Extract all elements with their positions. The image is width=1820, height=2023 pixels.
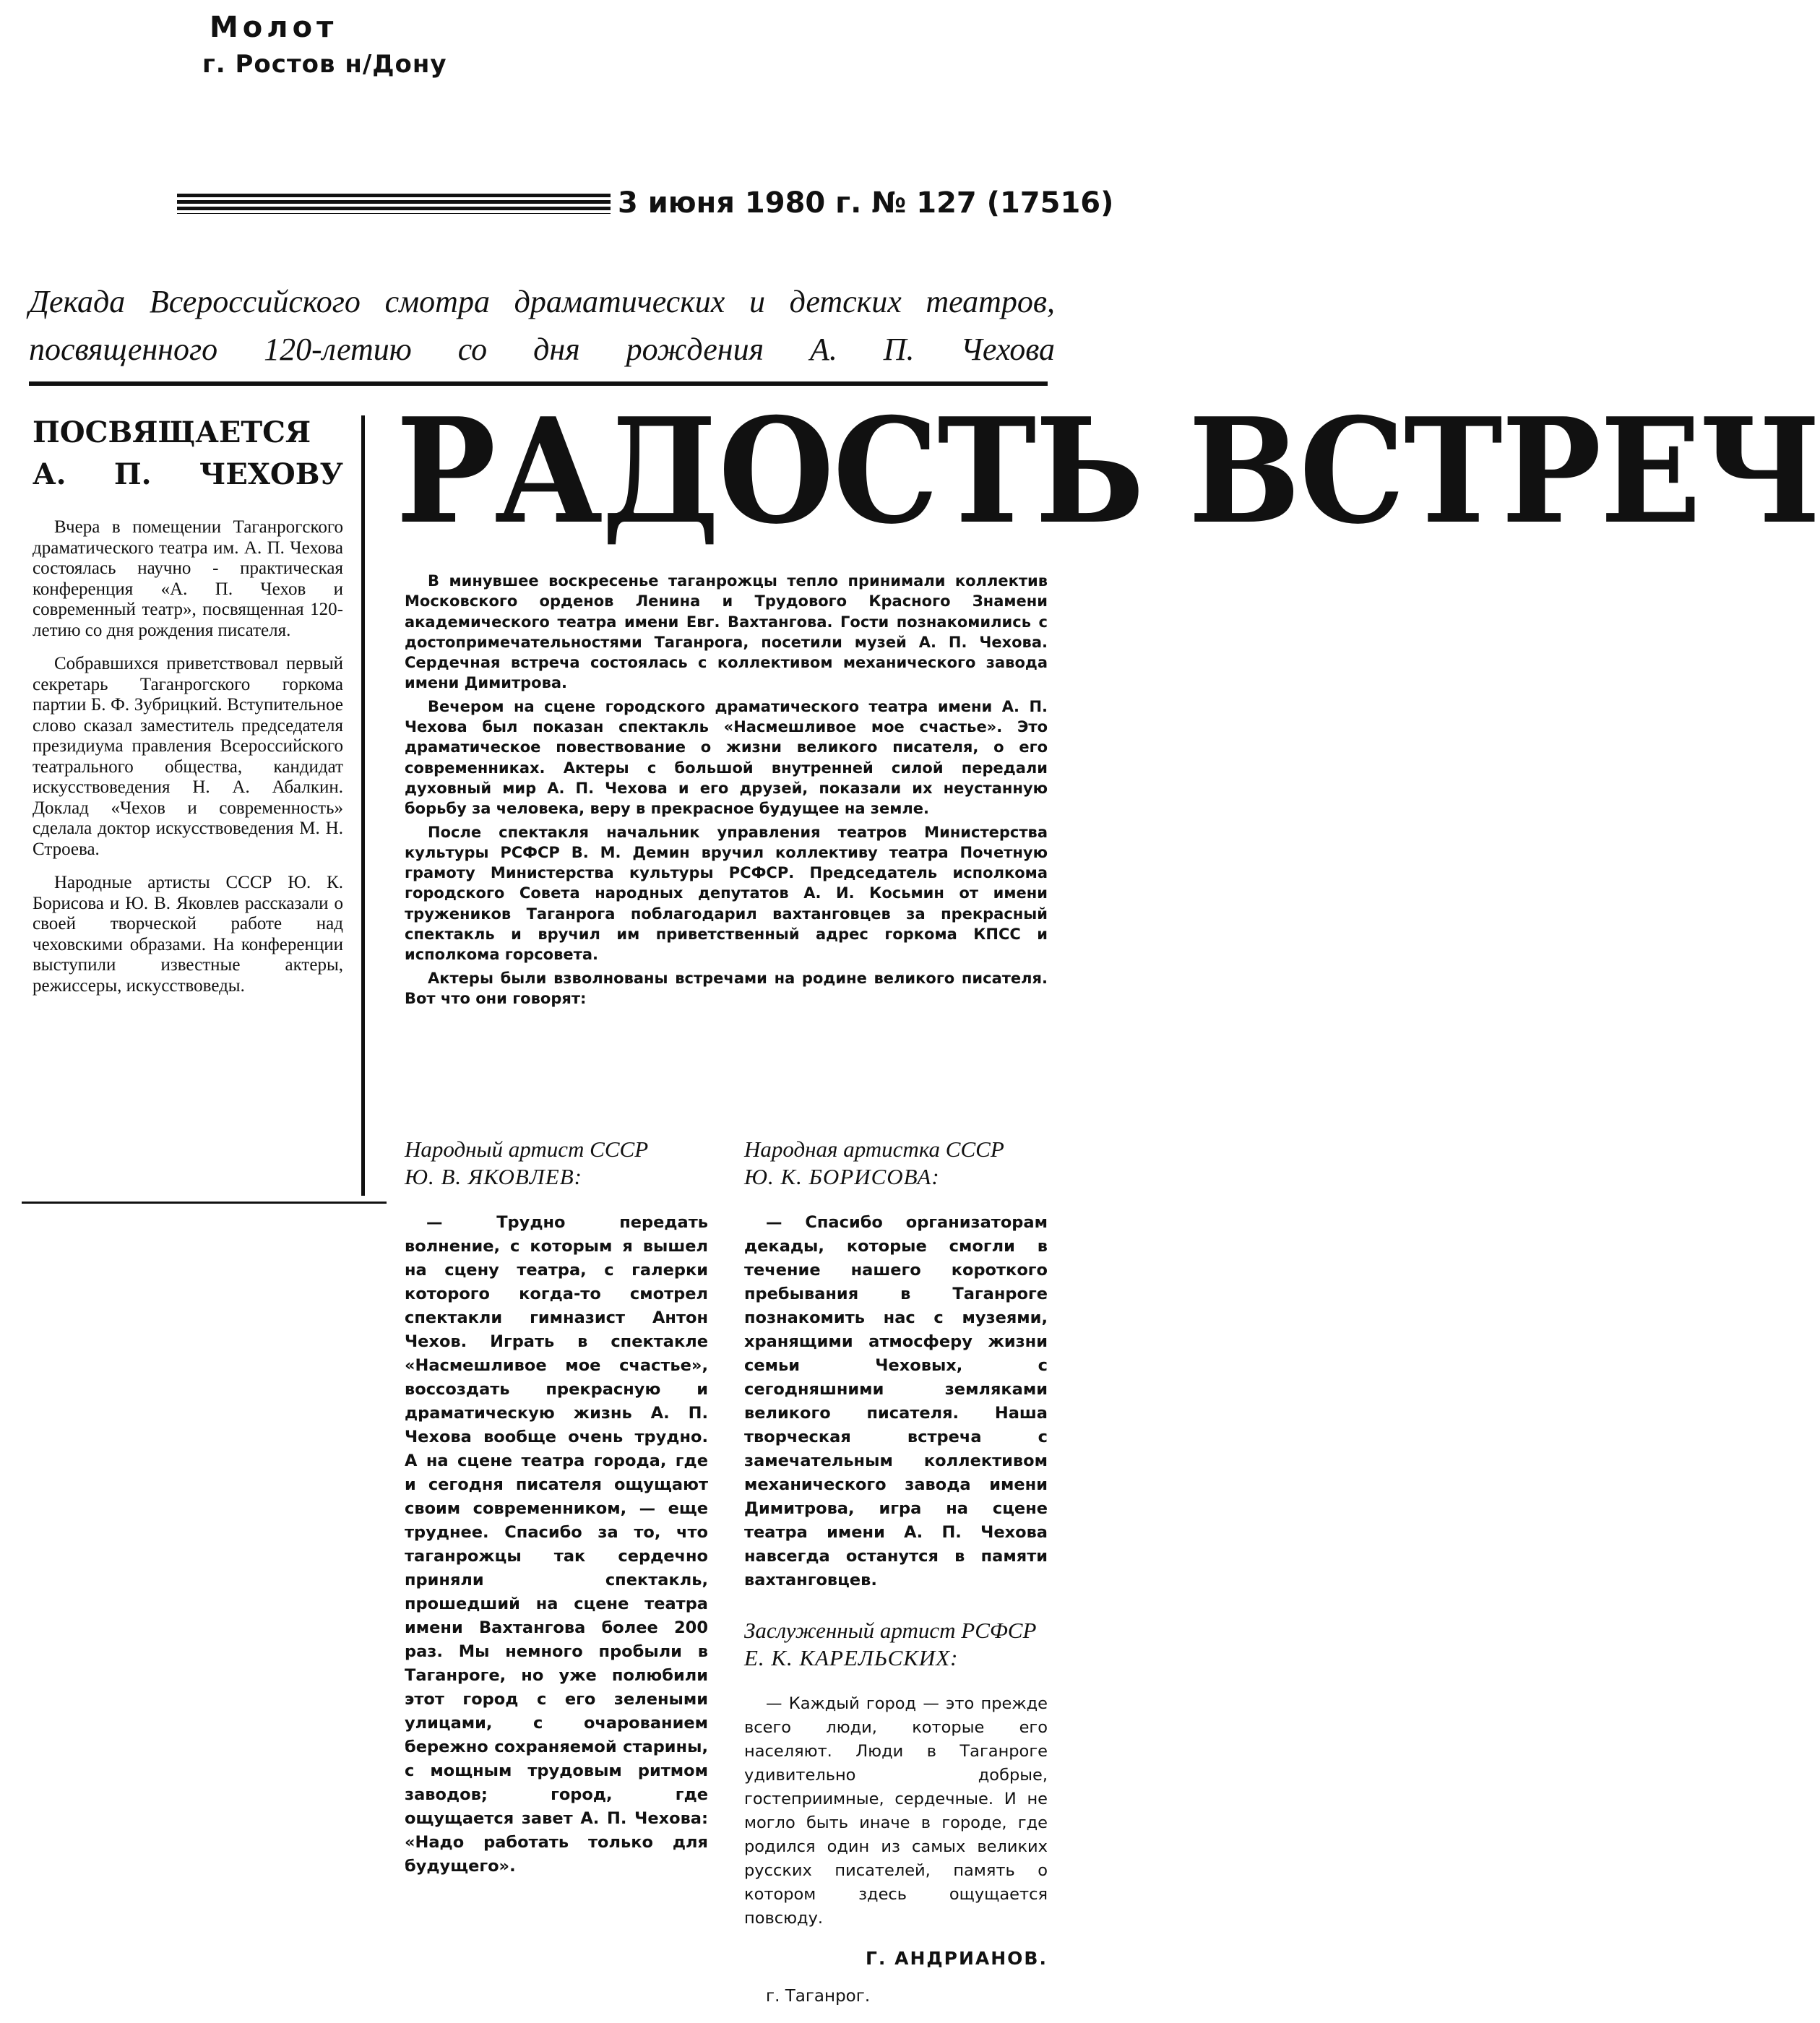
interview-quote: — Трудно передать волнение, с которым я вышел на сцену театра, с галерки которого когда-то смотрел спектакли гимназист Антон Чехов. Играть в спектакле «Насмешливое мое счастье», воссоздать прекрасную и драматическую жизнь А. П. Чехова вообще очень трудно. А на сцене театра города, где и сегодня писателя ощущают своим современником, — еще труднее. Спасибо за то, что таганрожцы так сердечно приняли спектакль, прошедший на сцене театра имени Вахтангова более 200 раз. Мы немного пробыли в Таганроге, но уже полюбили этот город с его зелеными улицами, с очарованием бережно сохраняемой старины, с мощным трудовым ритмом заводов; город, где ощущается завет А. П. Чехова: «Надо работать только для будущего». (405, 1213, 708, 1876)
speaker-name: Ю. К. БОРИСОВА: (744, 1164, 940, 1189)
author-signature: Г. АНДРИАНОВ. (866, 1948, 1048, 1969)
left-article (33, 412, 343, 1009)
section-divider (22, 1202, 387, 1204)
newspaper-city: г. Ростов н/Дону (202, 50, 447, 79)
interview-column-right (744, 1136, 1048, 2009)
speaker-name: Ю. В. ЯКОВЛЕВ: (405, 1164, 582, 1189)
issue-date: 3 июня 1980 г. № 127 (17516) (618, 186, 1114, 220)
speaker-name: Е. К. КАРЕЛЬСКИХ: (744, 1645, 959, 1670)
lead-paragraph: В минувшее воскресенье таганрожцы тепло принимали коллектив Московского орденов Ленина и Трудового Красного Знамени академического театра имени Евг. Вахтангова. Гости познакомились с достопримечательностями Таганрога, посетили музей А. П. Чехова. Сердечная встреча состоялась с коллективом механического завода имени Димитрова. (405, 572, 1048, 692)
speaker-heading (744, 1136, 1048, 1191)
interview-quote: — Каждый город — это прежде всего люди, которые его населяют. Люди в Таганроге удивительно добрые, гостеприимные, сердечные. И не могло быть иначе в городе, где родился один из самых великих русских писателей, память о котором здесь ощущается повсюду. (744, 1694, 1048, 1928)
speaker-title: Народный артист СССР (405, 1136, 649, 1162)
decorative-rules (177, 194, 611, 214)
left-article-title (33, 412, 343, 496)
festival-banner: Декада Всероссийского смотра драматических и детских театров, посвященного 120-летию со дня рождения А. П. Чехова (29, 284, 1055, 367)
left-article-title-line2: А. П. ЧЕХОВУ (33, 457, 343, 491)
lead-paragraph: После спектакля начальник управления театров Министерства культуры РСФСР В. М. Демин вручил коллективу театра Почетную грамоту Министерства культуры РСФСР. Председатель исполкома городского Совета народных депутатов А. И. Косьмин от имени тружеников Таганрога поблагодарил вахтанговцев за прекрасный спектакль и вручил им приветственный адрес горкома КПСС и исполкома горсовета. (405, 823, 1048, 964)
interview-yakovlev (405, 1136, 708, 1878)
speaker-heading (744, 1617, 1048, 1672)
author-place: г. Таганрог. (766, 1987, 871, 2006)
lead-article (405, 571, 1048, 1012)
speaker-heading (405, 1136, 708, 1191)
lead-paragraph: Вечером на сцене городского драматического театра имени А. П. Чехова был показан спектакль «Насмешливое мое счастье». Это драматическое повествование о жизни великого писателя, о его современниках. Актеры с большой внутренней силой передали духовный мир А. П. Чехова и его друзей, показали их неустанную борьбу за человека, веру в прекрасное будущее на земле. (405, 697, 1048, 818)
lead-paragraph: Актеры были взволнованы встречами на родине великого писателя. Вот что они говорят: (405, 969, 1048, 1007)
left-article-title-line1: ПОСВЯЩАЕТСЯ (33, 415, 311, 449)
newspaper-name: Молот (210, 11, 338, 44)
column-divider (361, 415, 365, 1196)
left-paragraph: Народные артисты СССР Ю. К. Борисова и Ю. В. Яковлев рассказали о своей творческой работе над чеховскими образами. На конференции выступили известные актеры, режиссеры, искусствоведы. (33, 873, 343, 996)
left-paragraph: Собравшихся приветствовал первый секретарь Таганрогского горкома партии Б. Ф. Зубрицкий. Вступительное слово сказал заместитель председателя президиума правления Всероссийского театрального общества, кандидат искусствоведения Н. А. Абалкин. Доклад «Чехов и современность» сделала доктор искусствоведения М. Н. Строева. (33, 654, 343, 859)
interview-quote: — Спасибо организаторам декады, которые смогли в течение нашего короткого пребывания в Таганроге познакомить нас с музеями, хранящими атмосферу жизни семьи Чеховых, с сегодняшними земляками великого писателя. Наша творческая встреча с замечательным коллективом механического завода имени Димитрова, игра на сцене театра имени А. П. Чехова навсегда останутся в памяти вахтанговцев. (744, 1213, 1048, 1590)
speaker-title: Заслуженный артист РСФСР (744, 1618, 1037, 1643)
issue-dateline (177, 186, 1114, 221)
main-headline: РАДОСТЬ ВСТРЕЧ (396, 387, 1820, 556)
newspaper-stamp (202, 11, 447, 79)
banner-divider (29, 381, 1048, 386)
speaker-title: Народная артистка СССР (744, 1136, 1004, 1162)
left-paragraph: Вчера в помещении Таганрогского драматического театра им. А. П. Чехова состоялась научно - практическая конференция «А. П. Чехов и современный театр», посвященная 120-летию со дня рождения писателя. (33, 517, 343, 640)
